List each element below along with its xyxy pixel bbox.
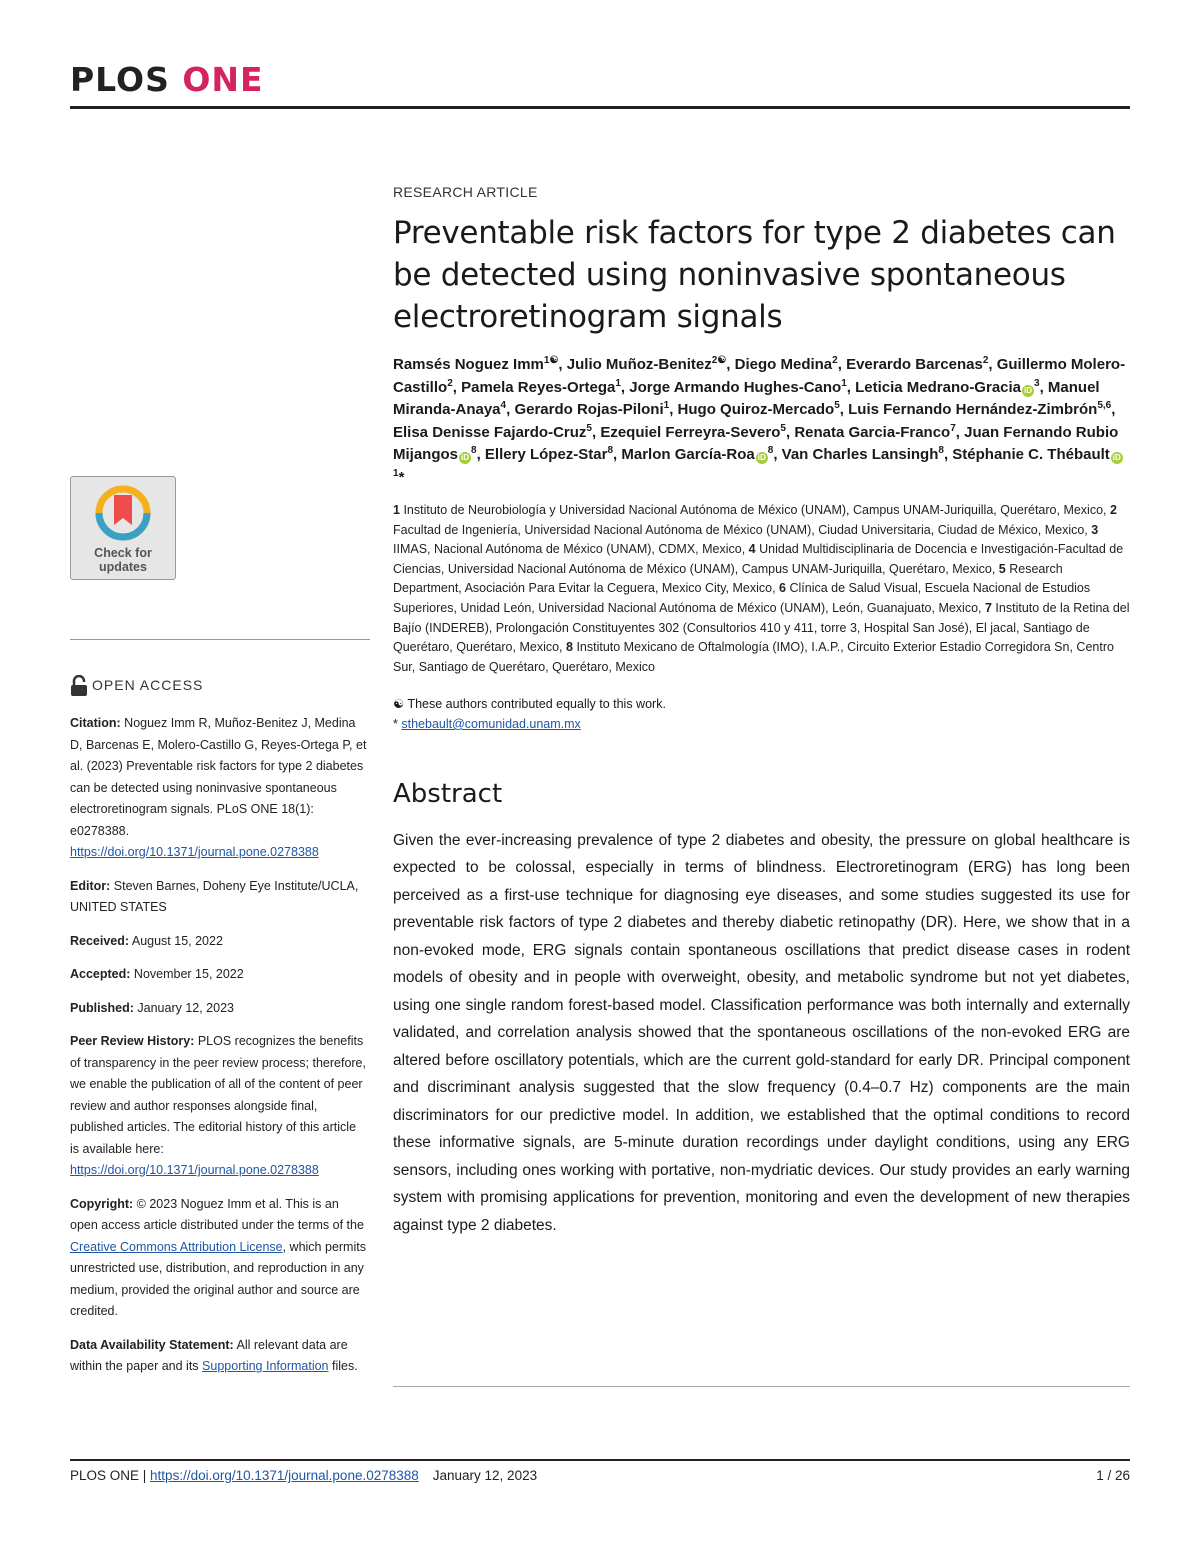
author-affiliation-sup: 2	[447, 377, 453, 389]
journal-logo[interactable]	[70, 60, 264, 99]
author-affiliation-sup: 8	[767, 445, 774, 456]
author[interactable]: Stéphanie C. Thébault	[952, 446, 1110, 463]
article-type: RESEARCH ARTICLE	[393, 184, 538, 200]
author[interactable]: Everardo Barcenas	[846, 356, 983, 373]
copyright-text: © 2023 Noguez Imm et al. This is an open access article distributed under the terms of the	[70, 1196, 364, 1232]
author-affiliation-sup: 5	[586, 422, 592, 434]
author-separator: ,	[839, 401, 849, 418]
article-title: Preventable risk factors for type 2 diabetes can be detected using noninvasive spontaneous electroretinogram signals	[393, 215, 1116, 335]
author[interactable]: Manuel Miranda-Anaya	[393, 378, 1100, 418]
article-sidebar	[70, 675, 368, 1390]
author-affiliation-sup: 7	[950, 422, 956, 434]
data-label: Data Availability Statement:	[70, 1337, 234, 1352]
open-access-label	[70, 675, 368, 697]
copyright-label: Copyright:	[70, 1196, 134, 1211]
header-rule	[70, 106, 1130, 109]
page-footer	[70, 1468, 1130, 1483]
open-access-text: OPEN ACCESS	[92, 677, 204, 694]
author[interactable]: Ezequiel Ferreyra-Severo	[600, 423, 781, 441]
author[interactable]: Marlon García-Roa	[621, 446, 755, 463]
author-separator: ,	[988, 356, 997, 373]
author-separator: ,	[558, 356, 567, 373]
data-availability	[70, 1335, 368, 1378]
author[interactable]: Hugo Quiroz-Mercado	[677, 401, 835, 418]
footer-date: January 12, 2023	[432, 1468, 538, 1483]
badge-line1: Check for	[94, 546, 152, 560]
author[interactable]: Juan Fernando Rubio Mijangos	[393, 423, 1119, 463]
received-label: Received:	[70, 933, 130, 948]
footer-sep: |	[139, 1468, 151, 1483]
footer-doi-link[interactable]: https://doi.org/10.1371/journal.pone.0278388	[150, 1468, 419, 1483]
author[interactable]: Ramsés Noguez Imm	[393, 356, 544, 373]
affiliation-number: 5	[998, 561, 1006, 576]
logo-one: ONE	[182, 60, 264, 99]
author-separator: ,	[669, 401, 678, 418]
author[interactable]: Luis Fernando Hernández-Zimbrón	[848, 401, 1098, 418]
abstract-rule	[393, 1386, 1130, 1387]
author-separator: ,	[452, 378, 462, 396]
author-affiliation-sup: 3	[1034, 377, 1040, 389]
author-separator: ,	[846, 378, 856, 396]
author-affiliation-sup: 1	[615, 377, 621, 389]
equal-contribution-note: ☯ These authors contributed equally to this work.	[393, 697, 666, 712]
author-separator: *	[398, 468, 405, 486]
published-label: Published:	[70, 1000, 134, 1015]
author-affiliation-sup: 5	[780, 422, 786, 434]
author[interactable]: Julio Muñoz-Benitez	[566, 356, 712, 373]
author-affiliation-sup: 2	[832, 355, 838, 366]
peer-review-history	[70, 1031, 368, 1182]
author-affiliation-sup: 1	[841, 377, 847, 389]
orcid-icon[interactable]: iD	[1112, 453, 1121, 462]
copyright-text-rest: , which permits unrestricted use, distribution, and reproduction in any medium, provided the original author and source are credited.	[70, 1239, 366, 1318]
author-separator: ,	[506, 401, 515, 418]
author-notes	[393, 695, 1130, 734]
copyright	[70, 1194, 368, 1323]
article-main	[393, 184, 1130, 1239]
author[interactable]: Jorge Armando Hughes-Cano	[629, 378, 842, 396]
citation-text: Noguez Imm R, Muñoz-Benitez J, Medina D, Barcenas E, Molero-Castillo G, Reyes-Ortega P, et al. (2023) Preventable risk factors for type 2 diabetes can be detected using noninvasive spontaneous electroretinogram signals. PLoS ONE 18(1): e0278388.	[70, 716, 367, 838]
author-separator: ,	[726, 356, 735, 373]
affiliation-number: 8	[566, 640, 573, 655]
affiliation-number: 3	[1091, 522, 1099, 537]
author-separator: ,	[620, 378, 630, 396]
author-affiliation-sup: 2☯	[711, 355, 727, 366]
editor-label: Editor:	[70, 878, 111, 893]
open-lock-icon	[70, 675, 88, 697]
author[interactable]: Guillermo Molero-Castillo	[393, 356, 1126, 396]
author[interactable]: Ellery López-Star	[484, 446, 608, 463]
accepted-label: Accepted:	[70, 967, 131, 981]
editor-text: Steven Barnes, Doheny Eye Institute/UCLA, UNITED STATES	[70, 878, 359, 914]
affiliation-number: 2	[1110, 503, 1117, 517]
peer-review-link[interactable]: https://doi.org/10.1371/journal.pone.0278388	[70, 1163, 319, 1177]
author-separator: ,	[1039, 378, 1048, 396]
affiliations	[393, 501, 1130, 677]
orcid-icon[interactable]: iD	[1024, 385, 1033, 395]
author[interactable]: Elisa Denisse Fajardo-Cruz	[393, 423, 587, 441]
corresponding-star: *	[393, 716, 398, 731]
author-separator: ,	[943, 446, 953, 463]
check-for-updates-badge[interactable]	[70, 476, 176, 580]
crossmark-icon	[95, 485, 151, 541]
author-separator: ,	[1111, 401, 1116, 418]
affiliation-text: Instituto de Neurobiología y Universidad Nacional Autónoma de México (UNAM), Campus UNAM-Juriquilla, Querétaro, Mexico,	[403, 503, 1110, 517]
author-affiliation-sup: 8	[938, 445, 944, 456]
affiliation-text: Unidad Multidisciplinaria de Docencia e Investigación-Facultad de Ciencias, Universidad Nacional Autónoma de México (UNAM), Campus UNAM-Juriquilla, Querétaro, Mexico,	[393, 542, 1124, 576]
peer-label: Peer Review History:	[70, 1034, 195, 1048]
abstract-heading: Abstract	[393, 778, 503, 809]
author-separator: ,	[785, 423, 795, 441]
author-affiliation-sup: 2	[982, 355, 989, 366]
author-affiliation-sup: 1☯	[543, 355, 559, 366]
affiliation-text: Instituto de la Retina del Bajío (INDEREB), Prolongación Constituyentes 302 (Consultorios 410 y 411, torre 3, Hospital San José), El jacal, Santiago de Querétaro, Querétaro, Mexico,	[393, 600, 1130, 655]
affiliation-text: Instituto Mexicano de Oftalmología (IMO), I.A.P., Circuito Exterior Estadio Corregidora Sn, Centro Sur, Santiago de Querétaro, Querétaro, Mexico	[393, 640, 1114, 674]
author-separator: ,	[773, 446, 782, 463]
author[interactable]: Leticia Medrano-Gracia	[855, 378, 1022, 396]
supporting-info-link[interactable]: Supporting Information	[202, 1359, 329, 1373]
editor	[70, 876, 368, 919]
affiliation-number: 4	[748, 542, 756, 557]
author-list	[393, 354, 1130, 489]
affiliation-text: IIMAS, Nacional Autónoma de México (UNAM), CDMX, Mexico,	[393, 542, 749, 557]
citation	[70, 713, 368, 864]
author-separator: ,	[613, 446, 622, 463]
abstract-text: Given the ever-increasing prevalence of type 2 diabetes and obesity, the pressure on global healthcare is expected to be colossal, especially in terms of blindness. Electroretinogram (ERG) has long been perceived as a first-use technique for diagnosing eye diseases, and some studies suggested its use for preventable risk factors of type 2 diabetes and thereby diabetic retinopathy (DR). Here, we show that in a non-evoked mode, ERG signals contain spontaneous oscillations that predict disease cases in rodent models of obesity and in people with overweight, obesity, and metabolic syndrome but not yet diabetes, using one single random forest-based model. Classification performance was both internally and externally validated, and correlation analysis showed that the spontaneous oscillations of the non-evoked ERG are altered before oscillatory potentials, which are the current gold-standard for early DR. Principal component and discriminant analysis suggested that the slow frequency (0.4–0.7 Hz) components are the main discriminators for our predictive model. In addition, we established that the optimal conditions to record these informative signals, are 5-minute duration recordings under daylight conditions, using any ERG sensors, including ones working with portative, non-mydriatic devices. Our study provides an early warning system with promising applications for prevention, monitoring and even the development of new therapies against type 2 diabetes.	[393, 831, 1130, 1234]
author-affiliation-sup: 1	[393, 467, 399, 479]
author-affiliation-sup: 5	[834, 400, 840, 411]
published-date: January 12, 2023	[137, 1000, 234, 1015]
affiliation-number: 7	[984, 600, 992, 615]
published	[70, 998, 368, 1020]
received-date: August 15, 2022	[131, 933, 223, 948]
badge-line2: updates	[99, 560, 147, 574]
accepted-date: November 15, 2022	[133, 967, 244, 981]
logo-plos: PLOS	[70, 60, 170, 99]
author-affiliation-sup: 8	[607, 445, 614, 456]
author-separator: ,	[476, 446, 485, 463]
corresponding-email[interactable]: sthebault@comunidad.unam.mx	[401, 716, 581, 731]
author-separator: ,	[837, 356, 847, 373]
affiliation-number: 1	[393, 503, 400, 517]
data-text: All relevant data are within the paper and its	[70, 1337, 348, 1373]
author-affiliation-sup: 8	[471, 445, 477, 456]
affiliation-text: Research Department, Asociación Para Evitar la Ceguera, Mexico City, Mexico,	[393, 561, 1063, 596]
author-separator: ,	[955, 423, 965, 441]
author[interactable]: Diego Medina	[734, 356, 833, 373]
accepted	[70, 964, 368, 986]
affiliation-text: Facultad de Ingeniería, Universidad Nacional Autónoma de México (UNAM), Ciudad Universitaria, Ciudad de México, Mexico,	[393, 522, 1092, 537]
author[interactable]: Renata Garcia-Franco	[794, 423, 951, 441]
author-affiliation-sup: 1	[663, 400, 670, 411]
citation-label: Citation:	[70, 716, 121, 730]
page-number: 1 / 26	[1096, 1468, 1130, 1483]
author-affiliation-sup: 5,6	[1097, 400, 1112, 411]
orcid-icon[interactable]: iD	[757, 453, 766, 462]
corresponding-author	[393, 715, 1130, 735]
author[interactable]: Gerardo Rojas-Piloni	[514, 401, 664, 418]
orcid-icon[interactable]: iD	[461, 453, 470, 462]
author[interactable]: Pamela Reyes-Ortega	[461, 378, 616, 396]
author-affiliation-sup: 4	[500, 400, 507, 411]
footer-rule	[70, 1459, 1130, 1461]
author[interactable]: Van Charles Lansingh	[781, 446, 939, 463]
affiliation-number: 6	[779, 581, 786, 596]
affiliation-text: Clínica de Salud Visual, Escuela Nacional de Estudios Superiores, Unidad León, Universidad Nacional Autónoma de México (UNAM), León, Guanajuato, Mexico,	[393, 581, 1091, 615]
peer-text: PLOS recognizes the benefits of transparency in the peer review process; therefore, we enable the publication of all of the content of peer review and author responses alongside final, published articles. The editorial history of this article is available here:	[70, 1034, 366, 1156]
author-separator: ,	[591, 423, 601, 441]
citation-doi-link[interactable]: https://doi.org/10.1371/journal.pone.0278388	[70, 845, 319, 859]
footer-journal: PLOS ONE	[70, 1468, 140, 1483]
data-text-rest: files.	[332, 1359, 358, 1373]
sidebar-rule	[70, 639, 370, 640]
received	[70, 931, 368, 953]
license-link[interactable]: Creative Commons Attribution License	[70, 1239, 283, 1254]
